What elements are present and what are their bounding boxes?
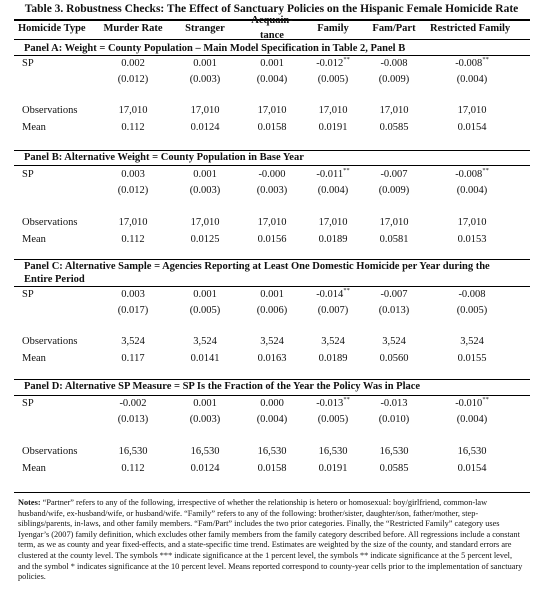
mean-cell: 0.0560: [379, 353, 409, 364]
sp-coefficient-cell: [437, 169, 507, 180]
row-label-observations: Observations: [22, 217, 78, 228]
observations-cell: 17,010: [257, 105, 287, 116]
standard-error-cell: (0.004): [256, 74, 288, 85]
mean-cell: 0.0189: [318, 353, 348, 364]
standard-error-cell: (0.005): [189, 305, 221, 316]
observations-cell: 16,530: [190, 446, 220, 457]
sp-coefficient-cell: [237, 398, 307, 409]
observations-cell: 17,010: [457, 105, 487, 116]
row-label-sp: SP: [22, 289, 34, 300]
standard-error-cell: (0.003): [189, 185, 221, 196]
standard-error-cell: (0.004): [456, 74, 488, 85]
observations-cell: 3,524: [382, 336, 406, 347]
mean-cell: 0.0124: [190, 463, 220, 474]
observations-cell: 17,010: [257, 217, 287, 228]
mean-cell: 0.0155: [457, 353, 487, 364]
sp-coefficient-cell: [359, 169, 429, 180]
standard-error-cell: (0.006): [256, 305, 288, 316]
header-family: Family: [317, 23, 349, 34]
coefficient-value: 0.003: [121, 169, 145, 180]
observations-cell: 16,530: [257, 446, 287, 457]
coefficient-value: 0.001: [260, 289, 284, 300]
notes-label: Notes:: [18, 498, 41, 507]
mean-cell: 0.0191: [318, 122, 348, 133]
coefficient-value: 0.001: [193, 289, 217, 300]
mean-cell: 0.0585: [379, 122, 409, 133]
observations-cell: 17,010: [118, 105, 148, 116]
mean-cell: 0.117: [121, 353, 145, 364]
panel-title: Panel C: Alternative Sample = Agencies Reporting at Least One Domestic Homicide per Year during the: [24, 261, 490, 272]
panel-title-rule: [14, 165, 530, 166]
observations-cell: 16,530: [457, 446, 487, 457]
mean-cell: 0.0158: [257, 122, 287, 133]
header-acquaintance-line2: tance: [260, 30, 284, 41]
row-label-observations: Observations: [22, 446, 78, 457]
observations-cell: 3,524: [260, 336, 284, 347]
table-title: Table 3. Robustness Checks: The Effect of Sanctuary Policies on the Hispanic Female Homicide Rate: [24, 3, 519, 15]
sp-coefficient-cell: [237, 169, 307, 180]
significance-stars: **: [482, 396, 489, 403]
sp-coefficient-cell: [98, 398, 168, 409]
panel-title-rule: [14, 55, 530, 56]
header-stranger: Stranger: [185, 23, 225, 34]
sp-coefficient-cell: [437, 58, 507, 69]
row-label-sp: SP: [22, 58, 34, 69]
panel-rule: [14, 39, 530, 40]
coefficient-value: 0.001: [193, 169, 217, 180]
table-notes: [18, 498, 526, 583]
mean-cell: 0.0125: [190, 234, 220, 245]
row-label-observations: Observations: [22, 105, 78, 116]
mean-cell: 0.112: [121, 122, 145, 133]
observations-cell: 3,524: [121, 336, 145, 347]
sp-coefficient-cell: [170, 169, 240, 180]
observations-cell: 17,010: [318, 217, 348, 228]
observations-cell: 17,010: [379, 217, 409, 228]
sp-coefficient-cell: [237, 58, 307, 69]
sp-coefficient-cell: [98, 289, 168, 300]
standard-error-cell: (0.013): [117, 414, 149, 425]
mean-cell: 0.0189: [318, 234, 348, 245]
header-fam-part: Fam/Part: [372, 23, 416, 34]
panel-rule: [14, 150, 530, 151]
observations-cell: 17,010: [118, 217, 148, 228]
coefficient-value: -0.008: [455, 58, 483, 69]
observations-cell: 16,530: [118, 446, 148, 457]
panel-title-rule: [14, 286, 530, 287]
row-label-mean: Mean: [22, 234, 46, 245]
standard-error-cell: (0.017): [117, 305, 149, 316]
observations-cell: 17,010: [190, 217, 220, 228]
header-restricted-family: Restricted Family: [430, 23, 511, 34]
sp-coefficient-cell: [437, 289, 507, 300]
observations-cell: 17,010: [379, 105, 409, 116]
standard-error-cell: (0.009): [378, 74, 410, 85]
observations-cell: 3,524: [193, 336, 217, 347]
mean-cell: 0.0191: [318, 463, 348, 474]
sp-coefficient-cell: [298, 289, 368, 300]
standard-error-cell: (0.010): [378, 414, 410, 425]
coefficient-value: -0.013: [380, 398, 408, 409]
standard-error-cell: (0.004): [456, 185, 488, 196]
row-label-mean: Mean: [22, 353, 46, 364]
standard-error-cell: (0.009): [378, 185, 410, 196]
significance-stars: **: [343, 56, 350, 63]
mean-cell: 0.0124: [190, 122, 220, 133]
mean-cell: 0.0581: [379, 234, 409, 245]
significance-stars: **: [482, 56, 489, 63]
observations-cell: 16,530: [379, 446, 409, 457]
observations-cell: 17,010: [457, 217, 487, 228]
sp-coefficient-cell: [170, 398, 240, 409]
sp-coefficient-cell: [298, 169, 368, 180]
standard-error-cell: (0.004): [256, 414, 288, 425]
significance-stars: **: [482, 167, 489, 174]
sp-coefficient-cell: [170, 58, 240, 69]
standard-error-cell: (0.012): [117, 185, 149, 196]
observations-cell: 3,524: [460, 336, 484, 347]
standard-error-cell: (0.005): [456, 305, 488, 316]
mean-cell: 0.0153: [457, 234, 487, 245]
mean-cell: 0.0585: [379, 463, 409, 474]
coefficient-value: -0.000: [258, 169, 286, 180]
mean-cell: 0.112: [121, 463, 145, 474]
coefficient-value: 0.001: [193, 58, 217, 69]
coefficient-value: -0.010: [455, 398, 483, 409]
row-label-sp: SP: [22, 169, 34, 180]
coefficient-value: 0.002: [121, 58, 145, 69]
row-label-sp: SP: [22, 398, 34, 409]
sp-coefficient-cell: [359, 398, 429, 409]
coefficient-value: -0.007: [380, 289, 408, 300]
panel-title: Panel D: Alternative SP Measure = SP Is the Fraction of the Year the Policy Was in Place: [24, 381, 421, 392]
coefficient-value: -0.013: [316, 398, 344, 409]
observations-cell: 3,524: [321, 336, 345, 347]
panel-title: Panel B: Alternative Weight = County Population in Base Year: [24, 152, 304, 163]
sp-coefficient-cell: [98, 58, 168, 69]
mean-cell: 0.0154: [457, 122, 487, 133]
coefficient-value: -0.008: [455, 169, 483, 180]
mean-cell: 0.0156: [257, 234, 287, 245]
header-homicide-type: Homicide Type: [18, 23, 86, 34]
sp-coefficient-cell: [359, 58, 429, 69]
coefficient-value: -0.002: [119, 398, 147, 409]
standard-error-cell: (0.004): [317, 185, 349, 196]
panel-rule: [14, 259, 530, 260]
significance-stars: **: [343, 287, 350, 294]
mean-cell: 0.112: [121, 234, 145, 245]
standard-error-cell: (0.007): [317, 305, 349, 316]
sp-coefficient-cell: [298, 398, 368, 409]
sp-coefficient-cell: [237, 289, 307, 300]
coefficient-value: 0.001: [193, 398, 217, 409]
coefficient-value: -0.008: [380, 58, 408, 69]
coefficient-value: 0.000: [260, 398, 284, 409]
coefficient-value: -0.007: [380, 169, 408, 180]
row-label-mean: Mean: [22, 463, 46, 474]
coefficient-value: -0.014: [316, 289, 344, 300]
sp-coefficient-cell: [98, 169, 168, 180]
standard-error-cell: (0.003): [256, 185, 288, 196]
mean-cell: 0.0141: [190, 353, 220, 364]
panel-title-continued: Entire Period: [24, 274, 85, 285]
header-acquaintance-line1: Acquain-: [251, 15, 293, 26]
panel-title: Panel A: Weight = County Population – Main Model Specification in Table 2, Panel B: [24, 43, 406, 54]
coefficient-value: 0.001: [260, 58, 284, 69]
standard-error-cell: (0.005): [317, 414, 349, 425]
coefficient-value: -0.008: [458, 289, 486, 300]
coefficient-value: 0.003: [121, 289, 145, 300]
coefficient-value: -0.011: [316, 169, 344, 180]
observations-cell: 17,010: [190, 105, 220, 116]
standard-error-cell: (0.003): [189, 74, 221, 85]
significance-stars: **: [343, 396, 350, 403]
header-murder-rate: Murder Rate: [103, 23, 163, 34]
observations-cell: 17,010: [318, 105, 348, 116]
panel-rule: [14, 379, 530, 380]
mean-cell: 0.0163: [257, 353, 287, 364]
sp-coefficient-cell: [170, 289, 240, 300]
row-label-observations: Observations: [22, 336, 78, 347]
standard-error-cell: (0.013): [378, 305, 410, 316]
bottom-rule: [14, 492, 530, 493]
standard-error-cell: (0.004): [456, 414, 488, 425]
standard-error-cell: (0.012): [117, 74, 149, 85]
sp-coefficient-cell: [298, 58, 368, 69]
standard-error-cell: (0.005): [317, 74, 349, 85]
panel-title-rule: [14, 395, 530, 396]
row-label-mean: Mean: [22, 122, 46, 133]
coefficient-value: -0.012: [316, 58, 344, 69]
mean-cell: 0.0154: [457, 463, 487, 474]
mean-cell: 0.0158: [257, 463, 287, 474]
standard-error-cell: (0.003): [189, 414, 221, 425]
significance-stars: **: [343, 167, 350, 174]
observations-cell: 16,530: [318, 446, 348, 457]
notes-text: “Partner” refers to any of the following, irrespective of whether the relationship is hetero or homosexual: boy/girlfriend, common-law husband/wife, ex-husband/wife, or husband/wife. “Family” refers to any of the following: brother/sister, daughter/son, father/mother, step-siblings/parents, in-laws, and other family members. “Fam/Part” includes the two prior categories. Finally, the “Restricted Family” category uses Iyengar’s (2007) family definition, which excludes other family members from the family category described before. All regressions include a constant term, as we as county and year fixed-effects, and a state-specific time trend. Estimates are weighted by the size of the county, and standard errors are clustered at the county level. The symbols *** indicate significance at the 1 percent level, the symbols ** indicate significance at the 5 percent level, and the symbol * indicates significance at the 10 percent level. Means reported correspond to county-year cells prior to the implementation of sanctuary policies.: [18, 498, 523, 582]
sp-coefficient-cell: [437, 398, 507, 409]
sp-coefficient-cell: [359, 289, 429, 300]
